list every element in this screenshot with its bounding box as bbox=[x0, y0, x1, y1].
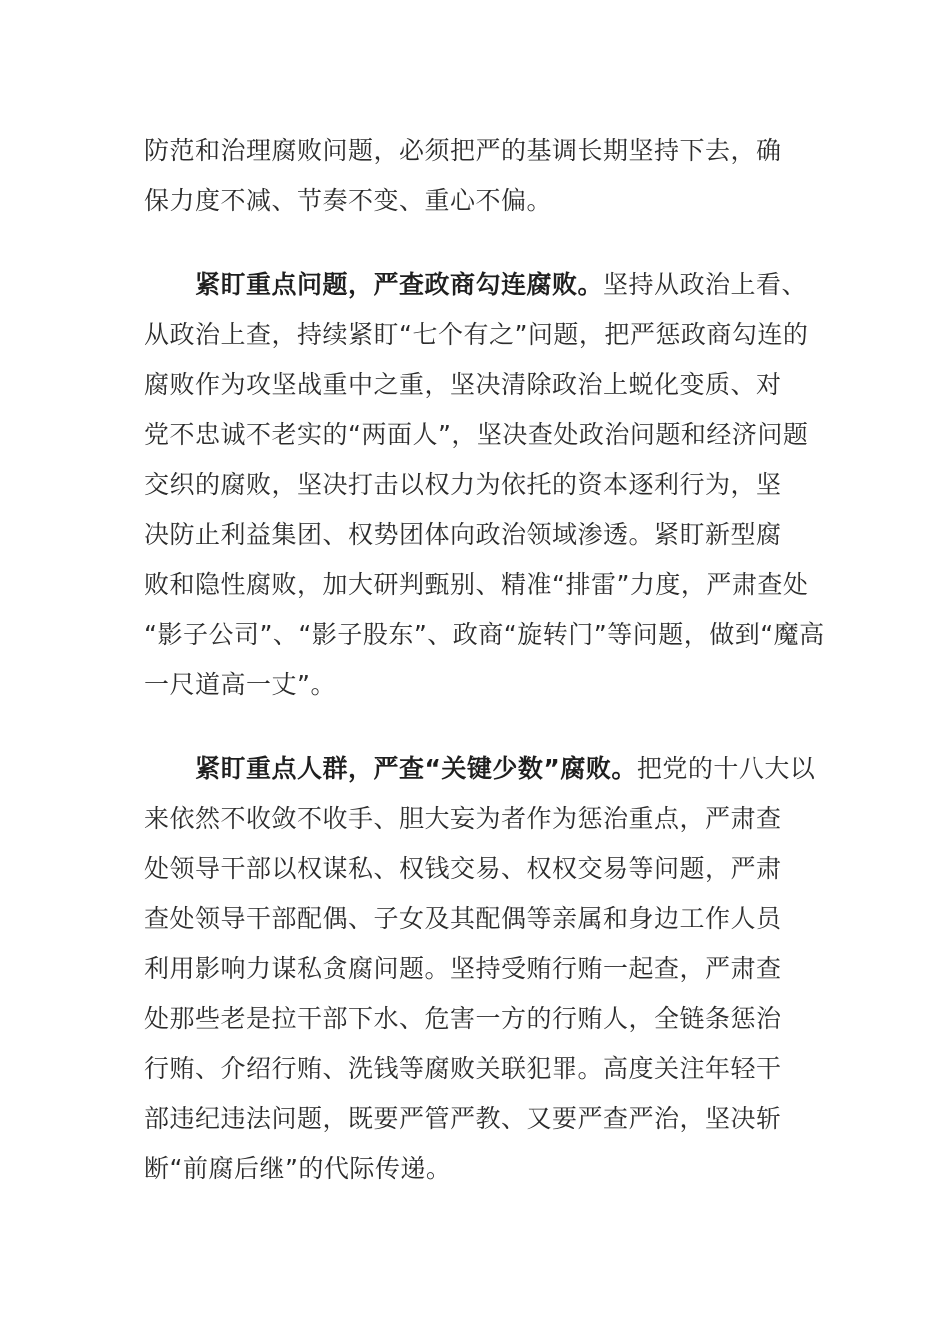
paragraph-2-first-line-rest: 坚持从政治上看、 bbox=[603, 270, 808, 299]
paragraph-2-line-1 bbox=[195, 268, 807, 302]
paragraph-2-line-9: 一尺道高一丈”。 bbox=[144, 670, 336, 699]
paragraph-3-line-7: 行贿、介绍行贿、洗钱等腐败关联犯罪。高度关注年轻干 bbox=[144, 1054, 782, 1083]
paragraph-3-first-line-rest: 把党的十八大以 bbox=[636, 754, 816, 783]
paragraph-2-line-6: 决防止利益集团、权势团体向政治领域渗透。紧盯新型腐 bbox=[144, 520, 782, 549]
paragraph-2-line-4: 党不忠诚不老实的“两面人”，坚决查处政治问题和经济问题 bbox=[144, 420, 809, 449]
paragraph-1-line-1: 防范和治理腐败问题，必须把严的基调长期坚持下去，确 bbox=[144, 136, 782, 165]
paragraph-3-line-2: 来依然不收敛不收手、胆大妄为者作为惩治重点，严肃查 bbox=[144, 804, 782, 833]
paragraph-1-line-2: 保力度不减、节奏不变、重心不偏。 bbox=[144, 186, 553, 215]
paragraph-2-line-8: “影子公司”、“影子股东”、政商“旋转门”等问题，做到“魔高 bbox=[144, 620, 825, 649]
paragraph-3-line-1 bbox=[195, 752, 815, 786]
paragraph-2-heading: 紧盯重点问题，严查政商勾连腐败。 bbox=[195, 270, 604, 299]
paragraph-3-heading: 紧盯重点人群，严查“关键少数”腐败。 bbox=[195, 754, 637, 783]
paragraph-3-line-5: 利用影响力谋私贪腐问题。坚持受贿行贿一起查，严肃查 bbox=[144, 954, 782, 983]
paragraph-3-line-6: 处那些老是拉干部下水、危害一方的行贿人，全链条惩治 bbox=[144, 1004, 782, 1033]
paragraph-3-line-8: 部违纪违法问题，既要严管严教、又要严查严治，坚决斩 bbox=[144, 1104, 782, 1133]
paragraph-2-line-7: 败和隐性腐败，加大研判甄别、精准“排雷”力度，严肃查处 bbox=[144, 570, 809, 599]
paragraph-2-line-2: 从政治上查，持续紧盯“七个有之”问题，把严惩政商勾连的 bbox=[144, 320, 809, 349]
paragraph-2-line-5: 交织的腐败，坚决打击以权力为依托的资本逐利行为，坚 bbox=[144, 470, 782, 499]
paragraph-3-line-3: 处领导干部以权谋私、权钱交易、权权交易等问题，严肃 bbox=[144, 854, 782, 883]
paragraph-3-line-9: 断“前腐后继”的代际传递。 bbox=[144, 1154, 452, 1183]
paragraph-3-line-4: 查处领导干部配偶、子女及其配偶等亲属和身边工作人员 bbox=[144, 904, 782, 933]
paragraph-2-line-3: 腐败作为攻坚战重中之重，坚决清除政治上蜕化变质、对 bbox=[144, 370, 782, 399]
